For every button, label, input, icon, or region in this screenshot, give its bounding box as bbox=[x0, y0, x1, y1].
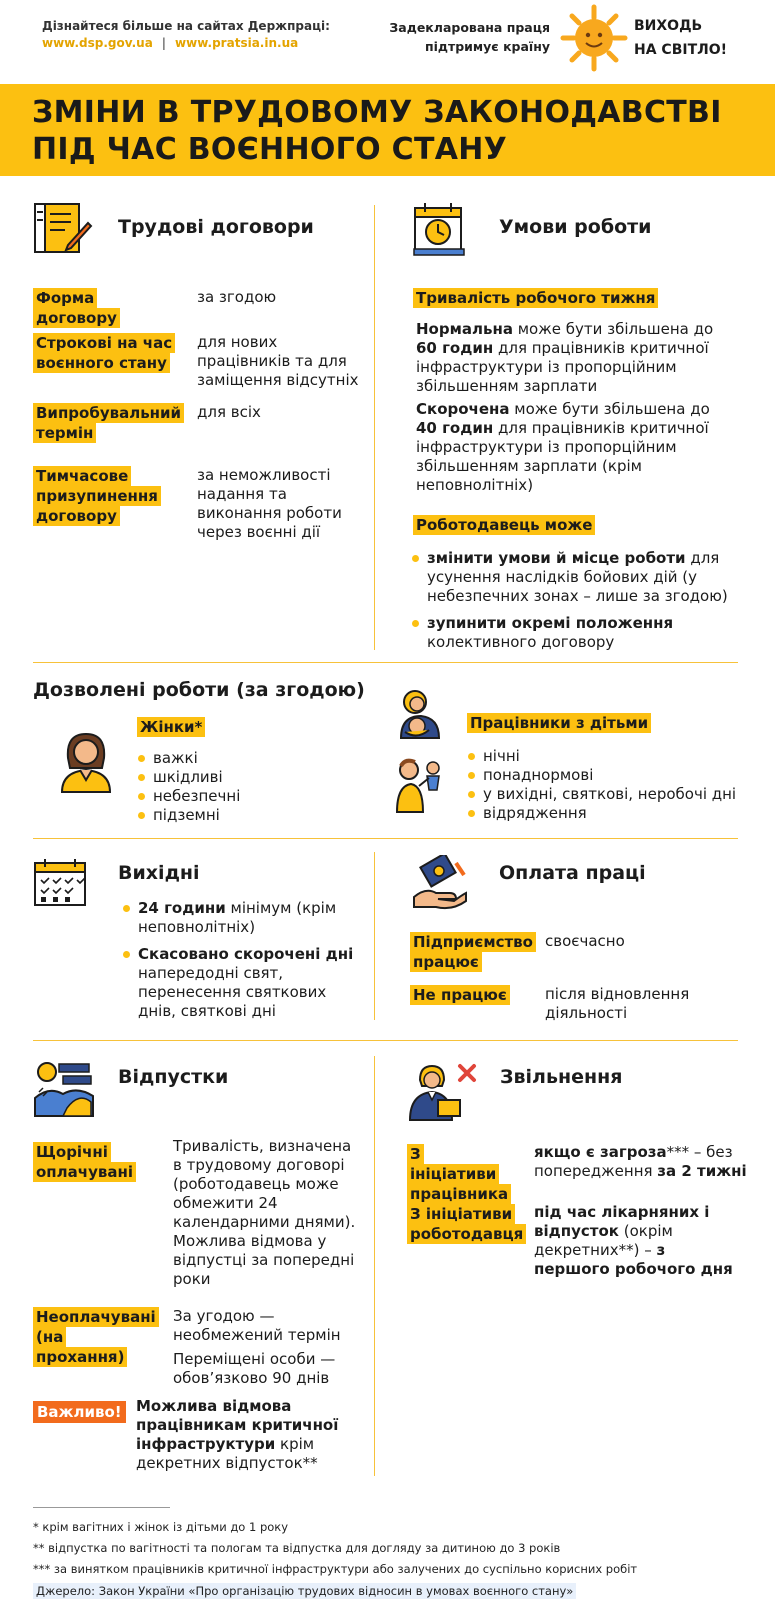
pay-row-1-label: Підприємство працює bbox=[410, 932, 538, 972]
contract-row-1-label: Форма договору bbox=[33, 288, 183, 328]
divider-horizontal-3 bbox=[33, 1040, 738, 1041]
footnotes bbox=[33, 1517, 753, 1600]
vacations-title: Відпустки bbox=[118, 1066, 229, 1088]
calendar-checkmarks-icon bbox=[33, 857, 89, 907]
contract-row-3-value: для всіх bbox=[197, 403, 261, 421]
contracts-title: Трудові договори bbox=[118, 216, 314, 238]
normal-week-text: Нормальна може бути збільшена до 60 годин для працівників критичної інфраструктури із пропорційним збільшенням зарплати bbox=[416, 320, 714, 395]
divider-vertical-1 bbox=[374, 205, 375, 650]
allowed-title: Дозволені роботи (за згодою) bbox=[33, 679, 365, 701]
mother-with-baby-icon bbox=[395, 688, 445, 744]
important-text: Можлива відмова працівникам критичної інфраструктури крім декретних відпусток** bbox=[136, 1397, 339, 1472]
sun-mascot-icon bbox=[560, 4, 628, 72]
father-with-child-icon bbox=[395, 756, 445, 814]
link-separator: | bbox=[161, 36, 166, 50]
list-item: важкі bbox=[137, 749, 317, 768]
footnote-2: ** відпустка по вагітності та пологам та відпустка для догляду за дитиною до 3 років bbox=[33, 1541, 561, 1555]
contract-document-icon bbox=[33, 202, 95, 254]
learn-more-text: Дізнайтеся більше на сайтах Держпраці: bbox=[42, 19, 330, 33]
pay-row-1-value: своєчасно bbox=[545, 932, 625, 950]
women-list bbox=[137, 749, 317, 825]
short-week-text: Скорочена може бути збільшена до 40 годин для працівників критичної інфраструктури із пропорційним збільшенням зарплати (крім неповнолітніх) bbox=[416, 400, 710, 494]
children-list bbox=[467, 747, 747, 823]
footnote-3: *** за винятком працівників критичної інфраструктури або залучених до суспільно корисних робіт bbox=[33, 1562, 638, 1576]
vacation-landscape-icon bbox=[33, 1058, 95, 1118]
slogan-line1: Задекларована праця bbox=[389, 20, 550, 35]
slogan bbox=[380, 18, 550, 56]
list-item: понаднормові bbox=[467, 766, 747, 785]
list-item: шкідливі bbox=[137, 768, 317, 787]
dismissal-row-2-label: З ініціативи роботодавця bbox=[407, 1204, 522, 1244]
list-item: відрядження bbox=[467, 804, 747, 823]
dismissal-row-1-value: якщо є загроза*** – без попередження за 2 тижні bbox=[534, 1143, 747, 1180]
conditions-title: Умови роботи bbox=[499, 216, 652, 238]
important-badge: Важливо! bbox=[33, 1402, 126, 1421]
list-item: 24 години мінімум (крім неповнолітніх) bbox=[122, 899, 357, 937]
list-item: Скасовано скорочені дні напередодні свят, перенесення святкових днів, святкові дні bbox=[122, 945, 357, 1021]
link-dsp[interactable]: www.dsp.gov.ua bbox=[42, 36, 153, 50]
contract-row-1-value: за згодою bbox=[197, 288, 277, 306]
vacation-row-1-value: Тривалість, визначена в трудовому договорі (роботодавець може обмежити 24 календарними днями). Можлива відмова у відпустці за попередні роки bbox=[173, 1137, 356, 1288]
list-item: нічні bbox=[467, 747, 747, 766]
footnote-1: * крім вагітних і жінок із дітьми до 1 року bbox=[33, 1520, 289, 1534]
list-item: підземні bbox=[137, 806, 317, 825]
title-banner bbox=[0, 84, 775, 176]
women-label: Жінки* bbox=[137, 717, 205, 737]
calendar-clock-icon bbox=[412, 200, 470, 258]
slogan-line2: підтримує країну bbox=[424, 39, 550, 54]
page-title bbox=[32, 94, 722, 168]
woman-icon bbox=[58, 728, 114, 794]
contract-row-2-label: Строкові на час воєнного стану bbox=[33, 333, 181, 373]
contract-row-2-value: для нових працівників та для заміщення відсутніх bbox=[197, 333, 359, 389]
contract-row-4-value: за неможливості надання та виконання роботи через воєнні дії bbox=[197, 466, 342, 541]
source-line bbox=[33, 1581, 753, 1600]
divider-horizontal-1 bbox=[33, 662, 738, 663]
logo-text bbox=[634, 14, 727, 62]
children-label: Працівники з дітьми bbox=[467, 713, 651, 733]
dismissal-row-1-label: З ініціативи працівника bbox=[407, 1144, 512, 1204]
dismissed-worker-icon bbox=[408, 1062, 484, 1122]
link-pratsia[interactable]: www.pratsia.in.ua bbox=[175, 36, 299, 50]
weekends-title: Вихідні bbox=[118, 862, 200, 884]
list-item: небезпечні bbox=[137, 787, 317, 806]
divider-vertical-2 bbox=[374, 852, 375, 1020]
list-item: у вихідні, святкові, неробочі дні bbox=[467, 785, 747, 804]
pay-row-2-value: після відновлення діяльності bbox=[545, 985, 690, 1022]
pay-row-2-label: Не працює bbox=[410, 985, 510, 1005]
vacation-row-2-value-2: Переміщені особи — обов’язково 90 днів bbox=[173, 1350, 336, 1387]
employer-can-list bbox=[411, 549, 741, 652]
divider-horizontal-2 bbox=[33, 838, 738, 839]
vacation-row-1-label: Щорічні оплачувані bbox=[33, 1142, 138, 1182]
logo-line2: НА СВІТЛО! bbox=[634, 42, 728, 58]
week-duration-label: Тривалість робочого тижня bbox=[413, 288, 658, 308]
contract-row-4-label: Тимчасове призупинення договору bbox=[33, 466, 168, 526]
dismissal-title: Звільнення bbox=[500, 1066, 623, 1088]
hand-money-icon bbox=[412, 855, 468, 911]
contract-row-3-label: Випробувальний термін bbox=[33, 403, 183, 443]
source-text: Джерело: Закон України «Про організацію трудових відносин в умовах воєнного стану» bbox=[33, 1583, 576, 1599]
divider-vertical-3 bbox=[374, 1056, 375, 1476]
dismissal-row-2-value: під час лікарняних і відпусток (окрім декретних**) – з першого робочого дня bbox=[534, 1203, 733, 1278]
header-info bbox=[42, 18, 362, 51]
pay-title: Оплата праці bbox=[499, 862, 646, 884]
list-item: змінити умови й місце роботи для усунення наслідків бойових дій (у небезпечних зонах – лише за згодою) bbox=[411, 549, 741, 606]
title-line1: ЗМІНИ В ТРУДОВОМУ ЗАКОНОДАВСТВІ bbox=[32, 95, 722, 130]
vacation-row-2-label: Неоплачувані (на прохання) bbox=[33, 1307, 158, 1367]
employer-can-label: Роботодавець може bbox=[413, 515, 595, 535]
vacation-row-2-value-1: За угодою — необмежений термін bbox=[173, 1307, 341, 1344]
logo-line1: ВИХОДЬ bbox=[634, 18, 703, 34]
list-item: зупинити окремі положення колективного договору bbox=[411, 614, 741, 652]
title-line2: ПІД ЧАС ВОЄННОГО СТАНУ bbox=[32, 132, 508, 167]
footnote-divider bbox=[33, 1507, 170, 1508]
weekends-list bbox=[122, 899, 357, 1021]
